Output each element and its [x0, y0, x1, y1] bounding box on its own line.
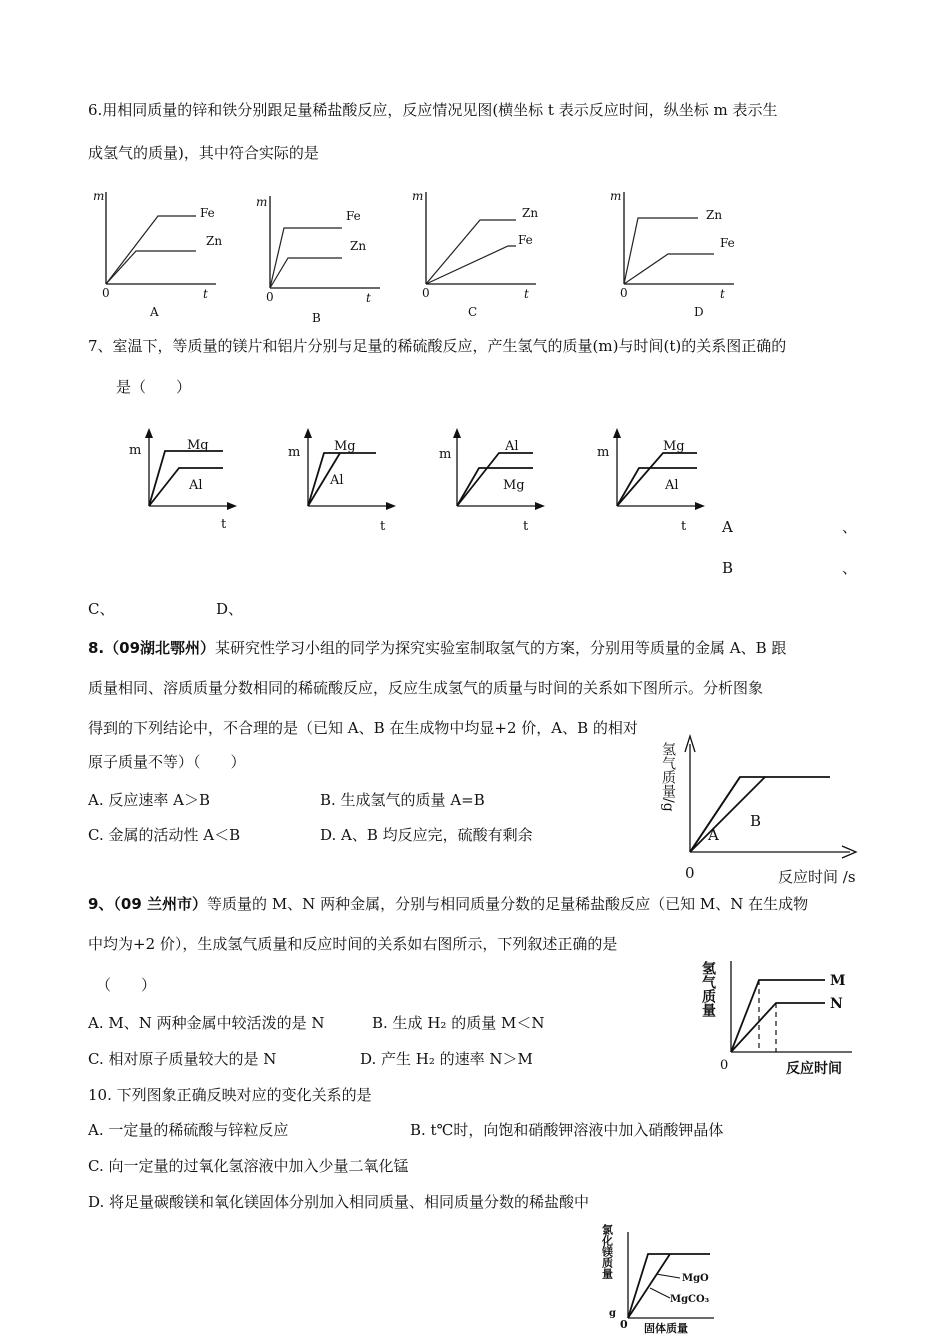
- q9-text-line1: [88, 894, 808, 914]
- y-axis-label: 氢气质量: [700, 961, 716, 1017]
- x-axis-label: 固体质量: [644, 1322, 688, 1335]
- q6d-curve-lower: [624, 254, 714, 284]
- origin-label: 0: [102, 286, 110, 300]
- q10-graph: [590, 1222, 730, 1342]
- mgco3-label: MgCO₃: [670, 1294, 710, 1305]
- upper-curve-label: Fe: [346, 209, 361, 223]
- upper-curve-label: Zn: [522, 206, 539, 220]
- y-axis-label: m: [288, 445, 301, 460]
- y-axis-label: m: [93, 189, 105, 203]
- x-axis-label: t: [524, 287, 529, 301]
- q8-option-d: D. A、B 均反应完，硫酸有剩余: [320, 826, 533, 844]
- y-arrow: [145, 428, 153, 438]
- x-axis-label: t: [523, 519, 529, 534]
- origin-label: 0: [720, 1058, 729, 1073]
- upper-curve-label: Al: [505, 439, 519, 454]
- q10-option-a: A. 一定量的稀硫酸与锌粒反应: [88, 1121, 289, 1139]
- x-axis-label: t: [221, 517, 227, 532]
- upper-curve-label: Mg: [663, 439, 685, 454]
- q7-graph-1: [125, 428, 245, 534]
- x-axis-label: t: [681, 519, 687, 534]
- lower-curve-label: Al: [665, 478, 679, 493]
- q8-text-line3: 得到的下列结论中，不合理的是（已知 A、B 在生成物中均显+2 价，A、B 的相对: [88, 719, 638, 737]
- upper-curve-label: Fe: [200, 206, 215, 220]
- lower-curve-label: Zn: [206, 234, 223, 248]
- lower-curve-label: Mg: [503, 478, 525, 493]
- lower-curve-label: Zn: [350, 239, 367, 253]
- q7-separator-b: 、: [842, 559, 858, 577]
- q8-option-c: C. 金属的活动性 A＜B: [88, 826, 241, 844]
- q6-graph-c: [408, 188, 548, 318]
- x-axis-label: t: [720, 287, 725, 301]
- q7g1-curve-upper: [149, 451, 223, 506]
- lower-curve-label: Al: [330, 473, 344, 488]
- q7-text-line2: 是（ ）: [116, 378, 192, 396]
- x-arrow: [227, 502, 237, 510]
- y-arrow: [613, 428, 621, 438]
- q7g1-curve-lower: [149, 468, 223, 506]
- lower-curve-label: Fe: [720, 236, 735, 250]
- q7-option-d: D、: [216, 600, 244, 618]
- x-axis-label: t: [380, 519, 386, 534]
- option-label: C: [468, 305, 478, 319]
- q7g4-curve-upper: [617, 453, 697, 506]
- q10-option-b: B. t℃时，向饱和硝酸钾溶液中加入硝酸钾晶体: [410, 1121, 724, 1139]
- x-arrow: [535, 502, 545, 510]
- q6d-curve-upper: [624, 218, 698, 284]
- q6c-curve-lower: [426, 246, 516, 284]
- q7-option-b: B: [722, 559, 734, 577]
- q9-option-b: B. 生成 H₂ 的质量 M＜N: [372, 1014, 545, 1032]
- q9-text-line3: （ ）: [96, 976, 157, 994]
- q8-option-b: B. 生成氢气的质量 A=B: [320, 791, 485, 809]
- q10-curve-mgco3: [628, 1254, 670, 1318]
- y-unit-label: g: [609, 1308, 616, 1319]
- q10-option-d: D. 将足量碳酸镁和氧化镁固体分别加入相同质量、相同质量分数的稀盐酸中: [88, 1193, 590, 1211]
- q9-curve-m: [731, 980, 825, 1052]
- origin-label: 0: [266, 290, 274, 304]
- origin-label: 0: [620, 286, 628, 300]
- q9-curve-n: [731, 1003, 825, 1052]
- x-axis-label: 反应时间: [786, 1061, 842, 1077]
- origin-label: 0: [620, 1318, 628, 1331]
- y-axis-label: 氢气质量/g: [660, 742, 676, 812]
- mgo-leader: [656, 1274, 680, 1278]
- origin-label: 0: [422, 286, 430, 300]
- q7-text-line1: 7、室温下，等质量的镁片和铝片分别与足量的稀硫酸反应，产生氢气的质量(m)与时间(t)的关系图正确的: [88, 337, 787, 355]
- q8-source: 8.（09湖北鄂州）: [88, 639, 216, 657]
- q6-text-line2: 成氢气的质量)，其中符合实际的是: [88, 144, 319, 162]
- upper-curve-label: Zn: [706, 208, 723, 222]
- q6a-curve-lower: [106, 251, 196, 284]
- q7-graph-2: [284, 428, 404, 534]
- q6-graph-d: [606, 188, 746, 318]
- x-arrow: [695, 502, 705, 510]
- lower-curve-label: Al: [189, 478, 203, 493]
- q8-text-line2: 质量相同、溶质质量分数相同的稀硫酸反应，反应生成氢气的质量与时间的关系如下图所示。分析图象: [88, 679, 764, 697]
- q7-option-a: A: [722, 518, 733, 536]
- x-axis-label: 反应时间 /s: [778, 868, 856, 886]
- q10-curve-mgo: [628, 1254, 710, 1318]
- q8-text-line4: 原子质量不等）（ ）: [88, 753, 246, 771]
- q6b-curve-lower: [270, 258, 342, 288]
- y-axis-label: m: [610, 189, 622, 203]
- q6-graph-b: [252, 192, 392, 325]
- q9-option-a: A. M、N 两种金属中较活泼的是 N: [88, 1014, 325, 1032]
- q9-line1-body: 等质量的 M、N 两种金属，分别与相同质量分数的足量稀盐酸反应（已知 M、N 在生成物: [207, 895, 809, 913]
- curve-b-label: B: [750, 812, 762, 830]
- q8-graph: [660, 730, 870, 890]
- upper-curve-label: Mg: [187, 438, 209, 453]
- option-label: A: [150, 305, 159, 319]
- option-label: B: [312, 311, 321, 325]
- q6-text-line1: 6.用相同质量的锌和铁分别跟足量稀盐酸反应，反应情况见图(横坐标 t 表示反应时间，纵坐标 m 表示生: [88, 101, 778, 119]
- q10-option-c: C. 向一定量的过氧化氢溶液中加入少量二氧化锰: [88, 1157, 409, 1175]
- lower-curve-label: Fe: [518, 233, 533, 247]
- q7g4-curve-lower: [617, 468, 697, 506]
- x-axis-label: t: [366, 291, 371, 305]
- y-axis-label: m: [129, 443, 142, 458]
- q8-option-a: A. 反应速率 A＞B: [88, 791, 210, 809]
- mgo-label: MgO: [682, 1273, 709, 1284]
- q8-text-line1: [88, 638, 786, 658]
- mgco3-leader: [650, 1288, 670, 1298]
- upper-curve-label: Mg: [334, 439, 356, 454]
- q7-separator-a: 、: [842, 518, 858, 536]
- curve-n-label: N: [830, 996, 843, 1012]
- curve-a-label: A: [708, 826, 719, 844]
- x-axis-label: t: [203, 287, 208, 301]
- q9-text-line2: 中均为+2 价），生成氢气质量和反应时间的关系如右图所示，下列叙述正确的是: [88, 935, 618, 953]
- q9-option-c: C. 相对原子质量较大的是 N: [88, 1050, 277, 1068]
- q8-line1-body: 某研究性学习小组的同学为探究实验室制取氢气的方案，分别用等质量的金属 A、B 跟: [215, 639, 787, 657]
- y-arrow: [304, 428, 312, 438]
- q9-option-d: D. 产生 H₂ 的速率 N＞M: [360, 1050, 533, 1068]
- q7-option-c: C、: [88, 600, 115, 618]
- y-axis-label: m: [256, 195, 268, 209]
- q9-graph: [700, 955, 860, 1080]
- q9-source: 9、（09 兰州市）: [88, 895, 208, 913]
- x-arrow: [386, 502, 396, 510]
- option-label: D: [694, 305, 704, 319]
- y-axis-label: 氯化镁质量: [600, 1224, 614, 1279]
- q6-graph-a: [88, 188, 228, 318]
- y-axis-label: m: [439, 447, 452, 462]
- q7-graph-4: [593, 428, 713, 534]
- q6a-curve-upper: [106, 216, 196, 284]
- curve-m-label: M: [830, 973, 846, 989]
- q7-graph-3: [433, 428, 553, 534]
- origin-label: 0: [685, 864, 695, 882]
- y-axis-label: m: [597, 445, 610, 460]
- q6c-curve-upper: [426, 220, 516, 284]
- q10-text-line1: 10. 下列图象正确反映对应的变化关系的是: [88, 1086, 372, 1104]
- y-arrow: [453, 428, 461, 438]
- y-axis-label: m: [412, 189, 424, 203]
